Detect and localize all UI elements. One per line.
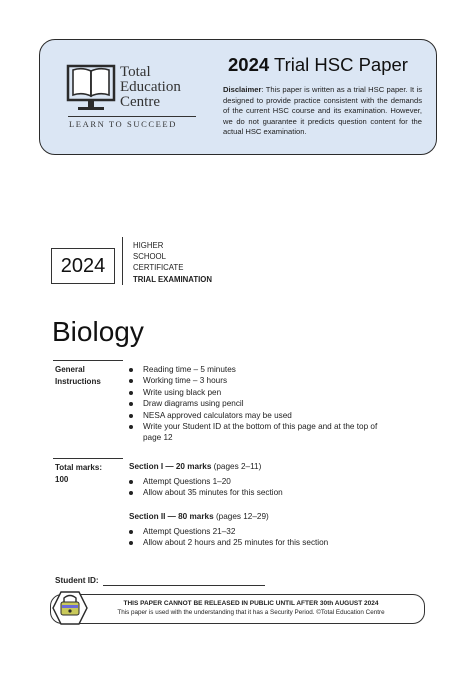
list-item: Allow about 35 minutes for this section <box>129 487 379 498</box>
list-item: Write your Student ID at the bottom of this page and at the top of page 12 <box>129 421 379 444</box>
list-item: Allow about 2 hours and 25 minutes for this section <box>129 537 409 548</box>
section2-heading-text: Section II — 80 marks <box>129 512 214 521</box>
logo-tagline: LEARN TO SUCCEED <box>69 119 177 129</box>
student-id-label: Student ID: <box>55 576 99 585</box>
exam-year-box: 2024 <box>51 248 115 284</box>
general-instructions-list <box>129 364 379 444</box>
section1-pages: (pages 2–11) <box>213 462 262 471</box>
disclaimer-label: Disclaimer <box>223 85 262 94</box>
list-item: Attempt Questions 21–32 <box>129 526 409 537</box>
logo-line3: Centre <box>120 94 160 110</box>
instructions-divider <box>53 360 123 361</box>
total-marks-value: 100 <box>55 474 69 484</box>
release-notice: THIS PAPER CANNOT BE RELEASED IN PUBLIC UNTIL AFTER 30th AUGUST 2024 <box>123 600 379 607</box>
exam-divider <box>122 237 123 285</box>
exam-line-certificate: CERTIFICATE <box>133 263 184 273</box>
section1-list <box>129 476 379 499</box>
logo-divider <box>68 116 196 117</box>
paper-year: 2024 <box>228 54 270 75</box>
subject-title: Biology <box>52 316 144 347</box>
exam-line-trial: TRIAL EXAMINATION <box>133 274 212 284</box>
general-instructions-label-line1: General <box>55 365 85 374</box>
list-item: Draw diagrams using pencil <box>129 398 379 409</box>
security-notice: This paper is used with the understanding that it has a Security Period. ©Total Education Centre <box>117 609 385 616</box>
section1-heading-text: Section I — 20 marks <box>129 462 212 471</box>
book-monitor-icon <box>66 62 118 114</box>
section2-list <box>129 526 409 549</box>
list-item: NESA approved calculators may be used <box>129 410 379 421</box>
list-item: Write using black pen <box>129 387 379 398</box>
general-instructions-label <box>55 364 101 387</box>
section1-heading <box>129 462 261 471</box>
list-item: Reading time – 5 minutes <box>129 364 379 375</box>
paper-title-text: Trial HSC Paper <box>273 54 408 75</box>
exam-name <box>133 240 212 285</box>
logo <box>62 56 202 136</box>
exam-line-higher: HIGHER <box>133 241 164 250</box>
logo-line1: Total <box>120 64 151 80</box>
list-item: Working time – 3 hours <box>129 375 379 386</box>
general-instructions-label-line2: Instructions <box>55 376 101 386</box>
student-id-field[interactable] <box>103 585 265 586</box>
section2-heading <box>129 512 269 521</box>
marks-divider <box>53 458 123 459</box>
list-item: Attempt Questions 1–20 <box>129 476 379 487</box>
security-shield-icon <box>52 591 88 625</box>
total-marks-label <box>55 462 102 485</box>
paper-title <box>228 54 408 76</box>
exam-line-school: SCHOOL <box>133 252 166 262</box>
section2-pages: (pages 12–29) <box>215 512 269 521</box>
logo-line2: Education <box>120 79 181 95</box>
disclaimer <box>223 85 422 138</box>
total-marks-label-text: Total marks: <box>55 463 102 472</box>
disclaimer-text: : This paper is written as a trial HSC paper. It is designed to provide practice consistent with the demands of the current HSC course and its examination. However, we do not guarantee it predicts question content for the actual HSC examination. <box>223 85 422 137</box>
